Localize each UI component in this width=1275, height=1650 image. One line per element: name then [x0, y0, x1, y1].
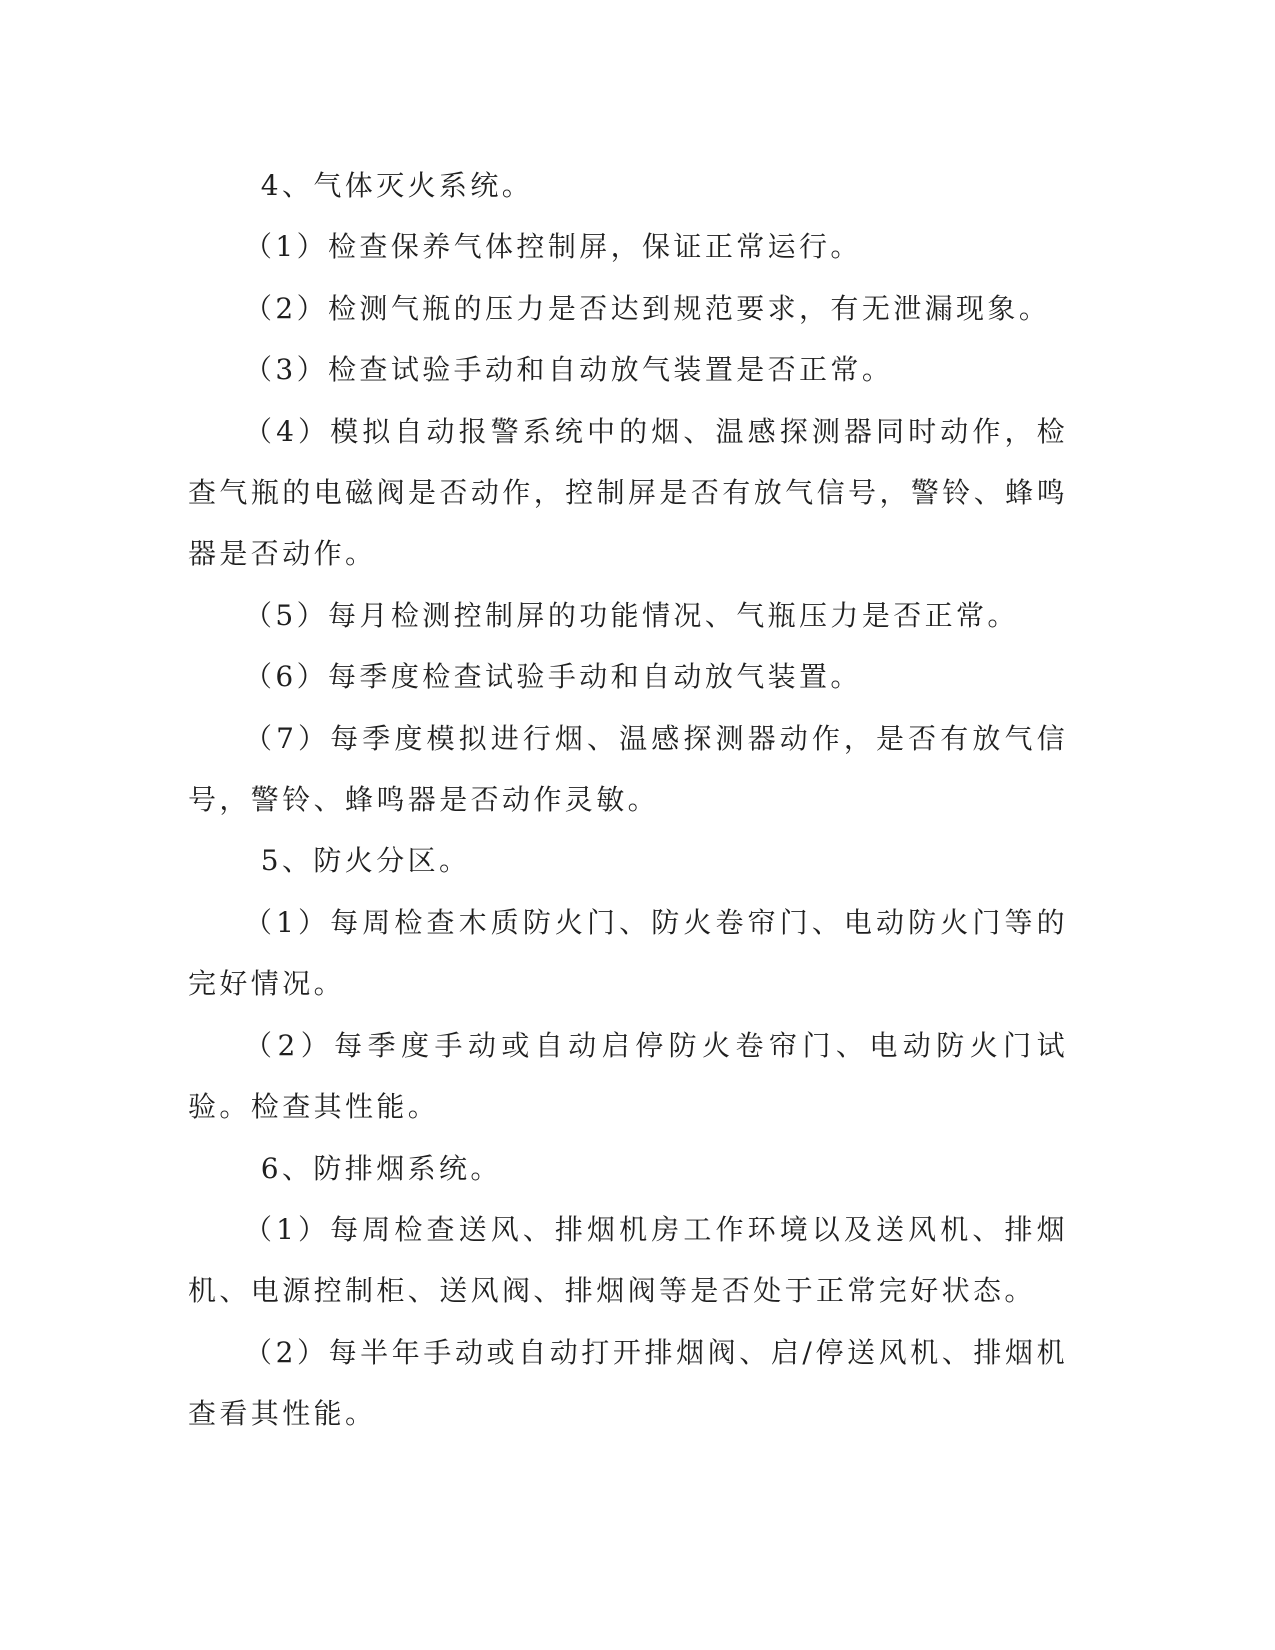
paragraph: （1）每周检查木质防火门、防火卷帘门、电动防火门等的完好情况。 — [188, 905, 1068, 1001]
paragraph: （4）模拟自动报警系统中的烟、温感探测器同时动作，检查气瓶的电磁阀是否动作，控制屏是否有放气信号，警铃、蜂鸣器是否动作。 — [188, 414, 1068, 571]
document-body — [188, 155, 1068, 1445]
paragraph: （6）每季度检查试验手动和自动放气装置。 — [244, 660, 862, 694]
section-heading-gas-extinguishing: 4、气体灭火系统。 — [260, 169, 534, 202]
section-heading-fire-compartment: 5、防火分区。 — [260, 844, 471, 878]
paragraph: （2）每季度手动或自动启停防火卷帘门、电动防火门试验。检查其性能。 — [188, 1028, 1068, 1124]
paragraph: （1）每周检查送风、排烟机房工作环境以及送风机、排烟机、电源控制柜、送风阀、排烟阀等是否处于正常完好状态。 — [188, 1212, 1068, 1308]
paragraph: （1）检查保养气体控制屏，保证正常运行。 — [244, 230, 862, 264]
paragraph: （7）每季度模拟进行烟、温感探测器动作，是否有放气信号，警铃、蜂鸣器是否动作灵敏。 — [188, 721, 1068, 817]
paragraph: （5）每月检测控制屏的功能情况、气瓶压力是否正常。 — [244, 598, 1019, 632]
paragraph: （2）检测气瓶的压力是否达到规范要求，有无泄漏现象。 — [244, 291, 1051, 325]
paragraph: （3）检查试验手动和自动放气装置是否正常。 — [244, 353, 894, 387]
section-heading-smoke-control: 6、防排烟系统。 — [260, 1151, 502, 1185]
paragraph: （2）每半年手动或自动打开排烟阀、启/停送风机、排烟机查看其性能。 — [188, 1335, 1068, 1431]
